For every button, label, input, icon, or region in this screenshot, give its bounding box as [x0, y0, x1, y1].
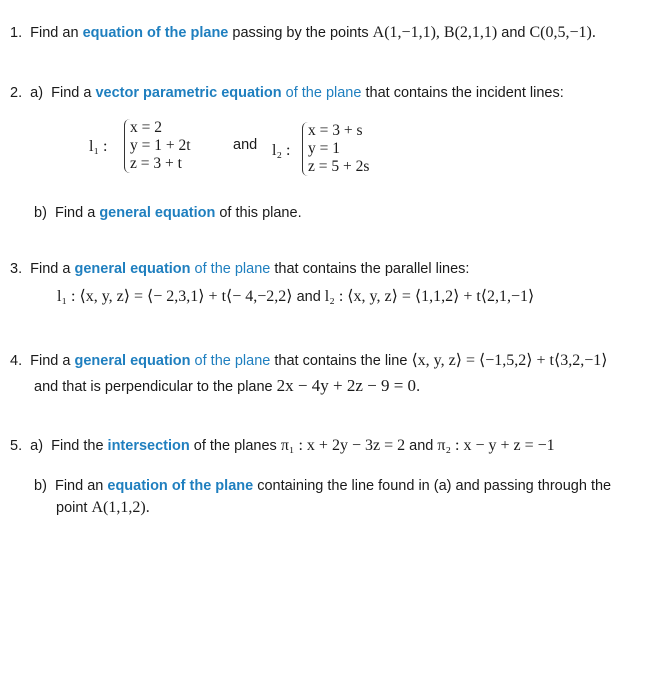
line-l2-system: x = 3 + s y = 1 z = 5 + 2s: [302, 122, 369, 176]
math-points: A(1,−1,1), B(2,1,1): [372, 24, 498, 41]
problem-number: 2.: [10, 85, 23, 101]
line-l1-system: x = 2 y = 1 + 2t z = 3 + t: [124, 119, 191, 173]
math-plane: 2x − 4y + 2z − 9 = 0: [276, 376, 417, 395]
problem-3: 3. Find a general equation of the plane that contains the parallel lines:: [10, 261, 470, 277]
problem-2a: 2. a) Find a vector parametric equation of the plane that contains the incident lines:: [10, 85, 564, 101]
problem-number: 3.: [10, 261, 23, 277]
math-point-a: A(1,1,2): [91, 499, 146, 516]
problem-1: 1. Find an equation of the plane passing by the points A(1,−1,1), B(2,1,1) and C(0,5,−1).: [10, 24, 596, 41]
highlight-term: general equation: [99, 205, 216, 221]
highlight-term: intersection: [107, 438, 190, 454]
highlight-term: vector parametric equation: [95, 85, 282, 101]
and-text: and: [233, 137, 258, 153]
problem-2b: b) Find a general equation of this plane.: [34, 205, 302, 221]
problem-3-equations: l₁ : ⟨x, y, z⟩ = ⟨− 2,3,1⟩ + t⟨− 4,−2,2⟩ and l₂ : ⟨x, y, z⟩ = ⟨1,1,2⟩ + t⟨2,1,−1⟩: [57, 288, 535, 305]
problem-number: 1.: [10, 25, 23, 41]
math-line-l2: l₂ : ⟨x, y, z⟩ = ⟨1,1,2⟩ + t⟨2,1,−1⟩: [324, 288, 535, 305]
math-plane-pi1: π₁ : x + 2y − 3z = 2: [280, 437, 406, 454]
problem-5a: 5. a) Find the intersection of the planes π₁ : x + 2y − 3z = 2 and π₂ : x − y + z = −1: [10, 437, 555, 454]
problem-number: 5.: [10, 438, 23, 454]
math-point-c: C(0,5,−1): [529, 24, 592, 41]
line-l1-label: l₁ :: [89, 138, 108, 155]
problem-5b: b) Find an equation of the plane containing the line found in (a) and passing through the: [34, 478, 612, 494]
line-l2-label: l₂ :: [272, 142, 291, 159]
problem-5b-line2: point A(1,1,2).: [56, 499, 150, 516]
problem-4-line2: and that is perpendicular to the plane 2x − 4y + 2z − 9 = 0.: [34, 376, 421, 395]
highlight-term: equation of the plane: [82, 25, 229, 41]
math-line: ⟨x, y, z⟩ = ⟨−1,5,2⟩ + t⟨3,2,−1⟩: [411, 352, 608, 369]
problem-number: 4.: [10, 353, 23, 369]
highlight-term: general equation: [74, 261, 191, 277]
highlight-term: equation of the plane: [107, 478, 254, 494]
math-plane-pi2: π₂ : x − y + z = −1: [437, 437, 555, 454]
highlight-term: general equation: [74, 353, 191, 369]
problem-4: 4. Find a general equation of the plane that contains the line ⟨x, y, z⟩ = ⟨−1,5,2⟩ + t⟨3,2,−1⟩: [10, 352, 608, 369]
math-line-l1: l₁ : ⟨x, y, z⟩ = ⟨− 2,3,1⟩ + t⟨− 4,−2,2⟩: [57, 288, 293, 305]
